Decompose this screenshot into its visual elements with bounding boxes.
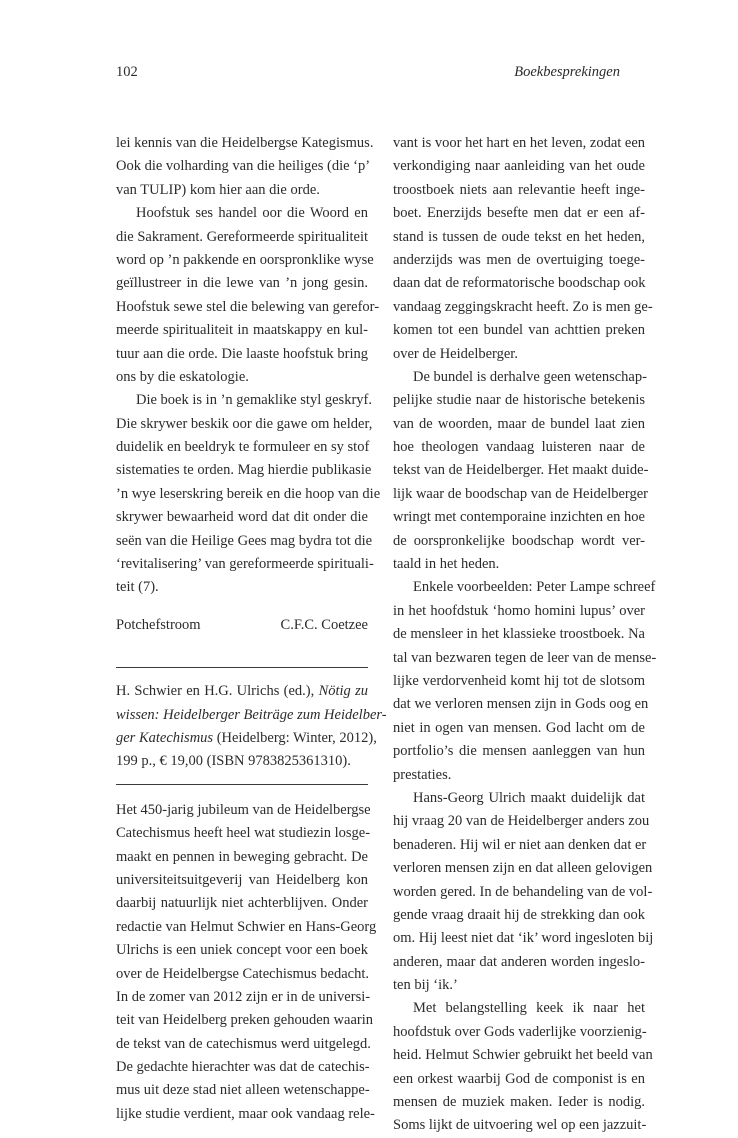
text-line: wringt met contemporaine inzichten en hoe bbox=[393, 509, 645, 526]
text-line: maakt en pennen in beweging gebracht. De bbox=[116, 848, 368, 865]
paragraph bbox=[393, 132, 653, 366]
signature-author: C.F.C. Coetzee bbox=[280, 616, 368, 633]
text-line: ’n wye leserskring bereik en die hoop van die bbox=[116, 485, 381, 502]
text-line: heid. Helmut Schwier gebruikt het beeld van bbox=[393, 1047, 653, 1064]
page-number: 102 bbox=[116, 64, 138, 80]
text-line: verkondiging naar aanleiding van het oude bbox=[393, 158, 645, 175]
text-line: in het hoofdstuk ‘homo homini lupus’ over bbox=[393, 602, 645, 619]
paragraph bbox=[116, 799, 377, 1126]
review-signature bbox=[116, 614, 368, 637]
text-line: tekst van de Heidelberger. Het maakt duide- bbox=[393, 462, 649, 479]
text-line: In de zomer van 2012 zijn er in de universi- bbox=[116, 988, 371, 1005]
text-line: mensen de muziek maken. Ieder is nodig. bbox=[393, 1094, 645, 1111]
text-line: benaderen. Hij wil er niet aan denken dat er bbox=[393, 836, 647, 853]
text-line: Met belangstelling keek ik naar het bbox=[413, 1000, 645, 1017]
text-line: ‘revitalisering’ van gereformeerde spirituali- bbox=[116, 556, 374, 573]
right-column bbox=[393, 132, 657, 1138]
text-line: lei kennis van die Heidelbergse Kategismus. bbox=[116, 135, 374, 151]
text-line: Het 450-jarig jubileum van de Heidelbergse bbox=[116, 801, 371, 818]
text-line: anderzijds was men de overtuiging toege- bbox=[393, 251, 645, 268]
text-line: pelijke studie naar de historische betekenis bbox=[393, 392, 645, 409]
text-line: de oorspronkelijke boodschap wordt ver- bbox=[393, 532, 645, 549]
text-line: de mensleer in het klassieke troostboek. Na bbox=[393, 626, 645, 643]
paragraph bbox=[393, 366, 649, 577]
text-line: de tekst van de catechismus werd uitgelegd. bbox=[116, 1035, 371, 1052]
text-line: geïllustreer in die lewe van ’n jong gesin. bbox=[116, 275, 368, 292]
text-line: Catechismus heeft heel wat studiezin losge- bbox=[116, 825, 371, 842]
text-line: Ulrichs is een uniek concept voor een boek bbox=[116, 942, 368, 959]
citation-line: 199 p., € 19,00 (ISBN 9783825361310). bbox=[116, 753, 351, 770]
citation-title: Nötig zu bbox=[318, 683, 368, 700]
text-line: skrywer bewaarheid word dat dit onder die bbox=[116, 509, 368, 526]
text-line: dat we verloren mensen zijn in Gods oog en bbox=[393, 696, 649, 713]
text-line: stand is tussen de oude tekst en het heden, bbox=[393, 228, 645, 245]
text-line: tal van bezwaren tegen de leer van de mense- bbox=[393, 649, 657, 666]
text-line: duidelik en beeldryk te formuleer en sy stof bbox=[116, 439, 370, 456]
text-line: boet. Enerzijds besefte men dat er een af- bbox=[393, 205, 645, 222]
text-line: Die skrywer beskik oor die gawe om helder, bbox=[116, 415, 373, 432]
text-line: portfolio’s die mensen aanleggen van hun bbox=[393, 743, 645, 760]
text-line: seën van die Heilige Gees mag bydra tot die bbox=[116, 532, 373, 549]
paragraph bbox=[393, 576, 657, 787]
text-line: Die boek is in ’n gemaklike styl geskryf. bbox=[136, 392, 372, 409]
text-line: niet in ogen van mensen. God lacht om de bbox=[393, 719, 645, 736]
citation-line: wissen: Heidelberger Beiträge zum Heidelber- bbox=[116, 706, 387, 723]
text-line: Hoofstuk sewe stel die belewing van gerefor- bbox=[116, 298, 380, 315]
text-line: Ook die volharding van die heiliges (die ‘p’ bbox=[116, 158, 371, 175]
citation-text: H. Schwier en H.G. Ulrichs (ed.), bbox=[116, 683, 319, 700]
paragraph bbox=[116, 132, 374, 202]
text-line: prestaties. bbox=[393, 766, 452, 783]
text-line: over de Heidelberger. bbox=[393, 345, 518, 362]
text-line: teit (7). bbox=[116, 579, 159, 596]
text-line: Enkele voorbeelden: Peter Lampe schreef bbox=[413, 579, 656, 596]
text-line: lijk waar de boodschap van de Heidelberger bbox=[393, 485, 648, 502]
text-line: worden gered. In de behandeling van de vol- bbox=[393, 883, 653, 900]
citation-line bbox=[116, 680, 368, 703]
text-line: teit van Heidelberg preken gehouden waarin bbox=[116, 1012, 374, 1029]
text-line: verloren mensen zijn en dat alleen gelovigen bbox=[393, 860, 653, 877]
text-line: universiteitsuitgeverij van Heidelberg kon bbox=[116, 871, 368, 888]
text-line: taald in het heden. bbox=[393, 556, 500, 573]
text-line: daan dat de reformatorische boodschap ook bbox=[393, 275, 646, 292]
text-line: redactie van Helmut Schwier en Hans-Georg bbox=[116, 918, 377, 935]
signature-place: Potchefstroom bbox=[116, 616, 201, 633]
text-line: hoofdstuk over Gods vaderlijke voorzienig- bbox=[393, 1023, 647, 1040]
text-line: ten bij ‘ik.’ bbox=[393, 977, 458, 994]
text-line: gende vraag draait hij de strekking dan ook bbox=[393, 906, 645, 923]
text-line: troostboek niets aan relevantie heeft inge- bbox=[393, 181, 645, 198]
text-line: tuur aan die orde. Die laaste hoofstuk bring bbox=[116, 345, 368, 362]
text-line: sistematies te orden. Mag hierdie publikasie bbox=[116, 462, 372, 479]
text-line: De bundel is derhalve geen wetenschap- bbox=[413, 368, 647, 385]
text-line: lijke studie verdient, maar ook vandaag rele- bbox=[116, 1105, 375, 1122]
text-line: hij vraag 20 van de Heidelberger anders zou bbox=[393, 813, 650, 830]
divider bbox=[116, 784, 368, 785]
left-column bbox=[116, 132, 387, 1126]
text-line: Hans-Georg Ulrich maakt duidelijk dat bbox=[413, 789, 645, 806]
text-line: lijke verdorvenheid komt hij tot de slotsom bbox=[393, 672, 645, 689]
text-line: word op ’n pakkende en oorspronklike wyse bbox=[116, 251, 374, 268]
text-line: vant is voor het hart en het leven, zodat een bbox=[393, 135, 646, 151]
text-line: anderen, maar dat anderen worden ingeslo- bbox=[393, 953, 645, 970]
text-line: van TULIP) kom hier aan die orde. bbox=[116, 181, 320, 198]
text-line: van de woorden, maar de bundel laat zien bbox=[393, 415, 645, 432]
text-line: ons by die eskatologie. bbox=[116, 368, 249, 385]
text-line: hoe theologen vandaag luisteren naar de bbox=[393, 439, 645, 456]
text-line: meerde spiritualiteit in maatskappy en kul- bbox=[116, 322, 368, 339]
text-line: Soms lijkt de uitvoering wel op een jazzuit- bbox=[393, 1117, 647, 1134]
text-line: over de Heidelbergse Catechismus bedacht. bbox=[116, 965, 369, 982]
paragraph bbox=[393, 787, 654, 998]
text-line: die Sakrament. Gereformeerde spiritualiteit bbox=[116, 228, 369, 245]
paragraph bbox=[116, 389, 381, 600]
running-title: Boekbesprekingen bbox=[514, 64, 620, 80]
text-line: De gedachte hierachter was dat de catechis- bbox=[116, 1059, 370, 1076]
text-line: Hoofstuk ses handel oor die Woord en bbox=[136, 205, 368, 222]
book-citation bbox=[116, 680, 387, 774]
text-line: komen tot een bundel van achttien preken bbox=[393, 322, 645, 339]
citation-line bbox=[116, 727, 377, 750]
citation-title: ger Katechismus bbox=[116, 729, 214, 746]
divider bbox=[116, 667, 368, 668]
text-line: een orkest waarbij God de componist is en bbox=[393, 1070, 645, 1087]
paragraph bbox=[116, 202, 380, 389]
text-line: om. Hij leest niet dat ‘ik’ word ingesloten bij bbox=[393, 930, 654, 947]
text-line: mus uit deze stad niet alleen wetenschappe- bbox=[116, 1082, 370, 1099]
text-line: vandaag zeggingskracht heeft. Zo is men ge- bbox=[393, 298, 653, 315]
text-line: daarbij natuurlijk niet achterblijven. Onder bbox=[116, 895, 368, 912]
citation-text: (Heidelberg: Winter, 2012), bbox=[213, 729, 377, 746]
